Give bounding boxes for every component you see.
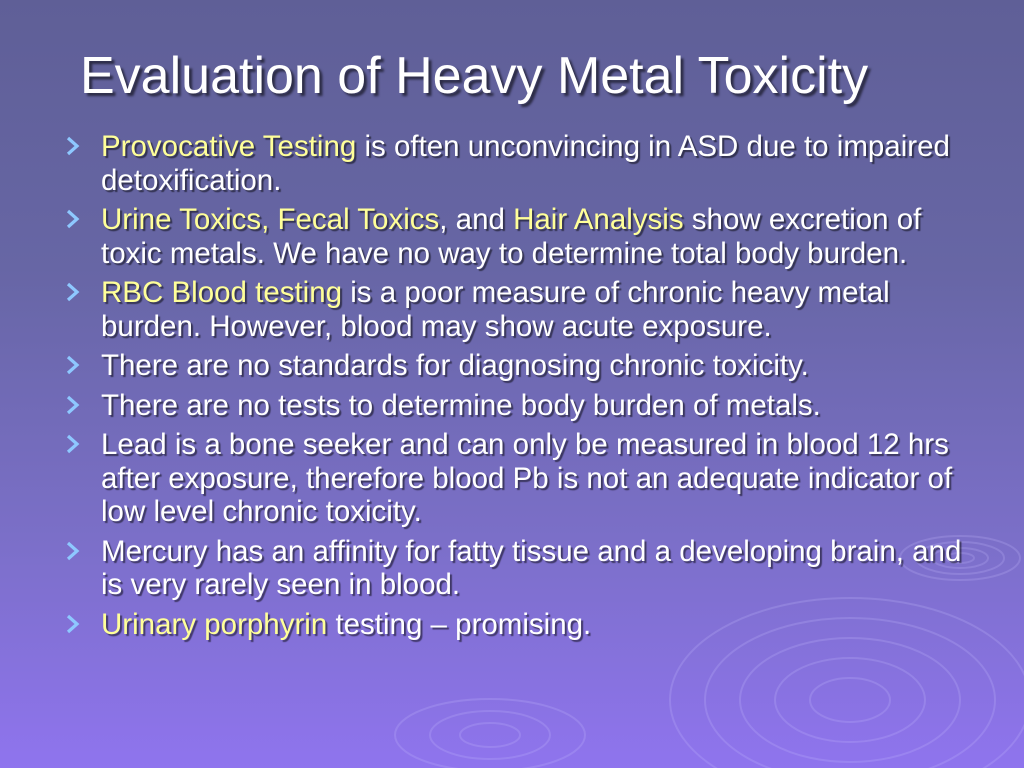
bullet-text: Mercury has an affinity for fatty tissue and a developing brain, and is very rarely seen in blood. <box>101 534 962 601</box>
bullet-text: show excretion of toxic metals. We have no way to determine total body burden. <box>101 203 922 270</box>
chevron-right-icon <box>64 280 82 304</box>
bullet-item-urine-fecal-hair <box>64 203 964 270</box>
bullet-text: is a poor measure of chronic heavy metal burden. However, blood may show acute exposure. <box>101 276 890 343</box>
bullet-item-mercury <box>64 535 964 602</box>
chevron-right-icon <box>64 612 82 636</box>
slide-title: Evaluation of Heavy Metal Toxicity <box>80 47 869 105</box>
bullet-item-no-tests <box>64 389 964 423</box>
chevron-right-icon <box>64 207 82 231</box>
bullet-text: There are no tests to determine body burden of metals. <box>101 388 821 422</box>
bullet-highlight: RBC Blood testing <box>101 276 343 309</box>
bullet-highlight: Urinary porphyrin <box>101 607 328 641</box>
chevron-right-icon <box>64 539 82 563</box>
bullet-list <box>64 130 964 647</box>
bullet-highlight: Urine Toxics, Fecal Toxics <box>101 203 440 236</box>
bullet-item-no-standards <box>64 349 964 383</box>
chevron-right-icon <box>64 353 82 377</box>
bullet-item-urinary-porphyrin <box>64 608 964 642</box>
bullet-text: is often unconvincing in ASD due to impaired detoxification. <box>101 130 950 197</box>
chevron-right-icon <box>64 393 82 417</box>
bullet-text: There are no standards for diagnosing chronic toxicity. <box>101 349 809 382</box>
bullet-item-provocative-testing <box>64 130 964 197</box>
bullet-text: testing – promising. <box>327 607 592 641</box>
bullet-text: , and <box>439 203 514 236</box>
bullet-highlight: Hair Analysis <box>513 203 684 236</box>
chevron-right-icon <box>64 134 82 158</box>
bullet-text: Lead is a bone seeker and can only be measured in blood 12 hrs after exposure, therefore blood Pb is not an adequate indicator of low level chronic toxicity. <box>101 428 953 528</box>
bullet-item-lead <box>64 428 964 529</box>
chevron-right-icon <box>64 432 82 456</box>
bullet-item-rbc-blood <box>64 276 964 343</box>
bullet-highlight: Provocative Testing <box>101 130 357 163</box>
